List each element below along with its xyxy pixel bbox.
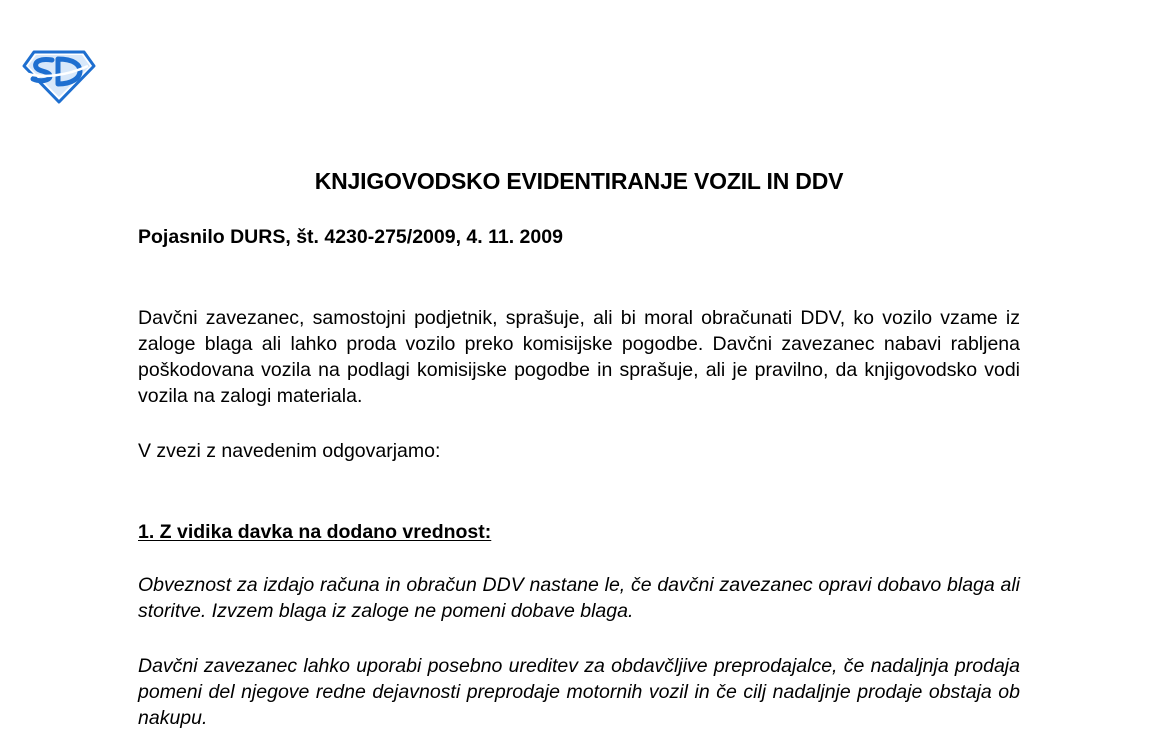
question-paragraph: Davčni zavezanec, samostojni podjetnik, sprašuje, ali bi moral obračunati DDV, ko vozilo vzame iz zaloge blaga ali lahko proda vozilo preko komisijske pogodbe. Davčni zavezanec nabavi rabljena poškodovana vozila na podlagi komisijske pogodbe in sprašuje, ali je pravilno, da knjigovodsko vodi vozila na zalogi materiala. xyxy=(138,307,1020,407)
answer-intro-paragraph: V zvezi z navedenim odgovarjamo: xyxy=(138,440,441,462)
section-paragraph: Davčni zavezanec lahko uporabi posebno ureditev za obdavčljive preprodajalce, če nadaljnja prodaja pomeni del njegove redne dejavnosti preprodaje motornih vozil in če cilj nadaljnje prodaje obstaja ob nakupu. xyxy=(138,655,1020,729)
section-heading: 1. Z vidika davka na dodano vrednost: xyxy=(138,521,492,543)
document-title: KNJIGOVODSKO EVIDENTIRANJE VOZIL IN DDV xyxy=(314,168,844,194)
document-subtitle: Pojasnilo DURS, št. 4230-275/2009, 4. 11. 2009 xyxy=(138,226,563,248)
section-paragraph: Obveznost za izdajo računa in obračun DDV nastane le, če davčni zavezanec opravi dobavo blaga ali storitve. Izvzem blaga iz zaloge ne pomeni dobave blaga. xyxy=(138,574,1020,622)
sd-shield-logo-icon xyxy=(22,48,96,104)
